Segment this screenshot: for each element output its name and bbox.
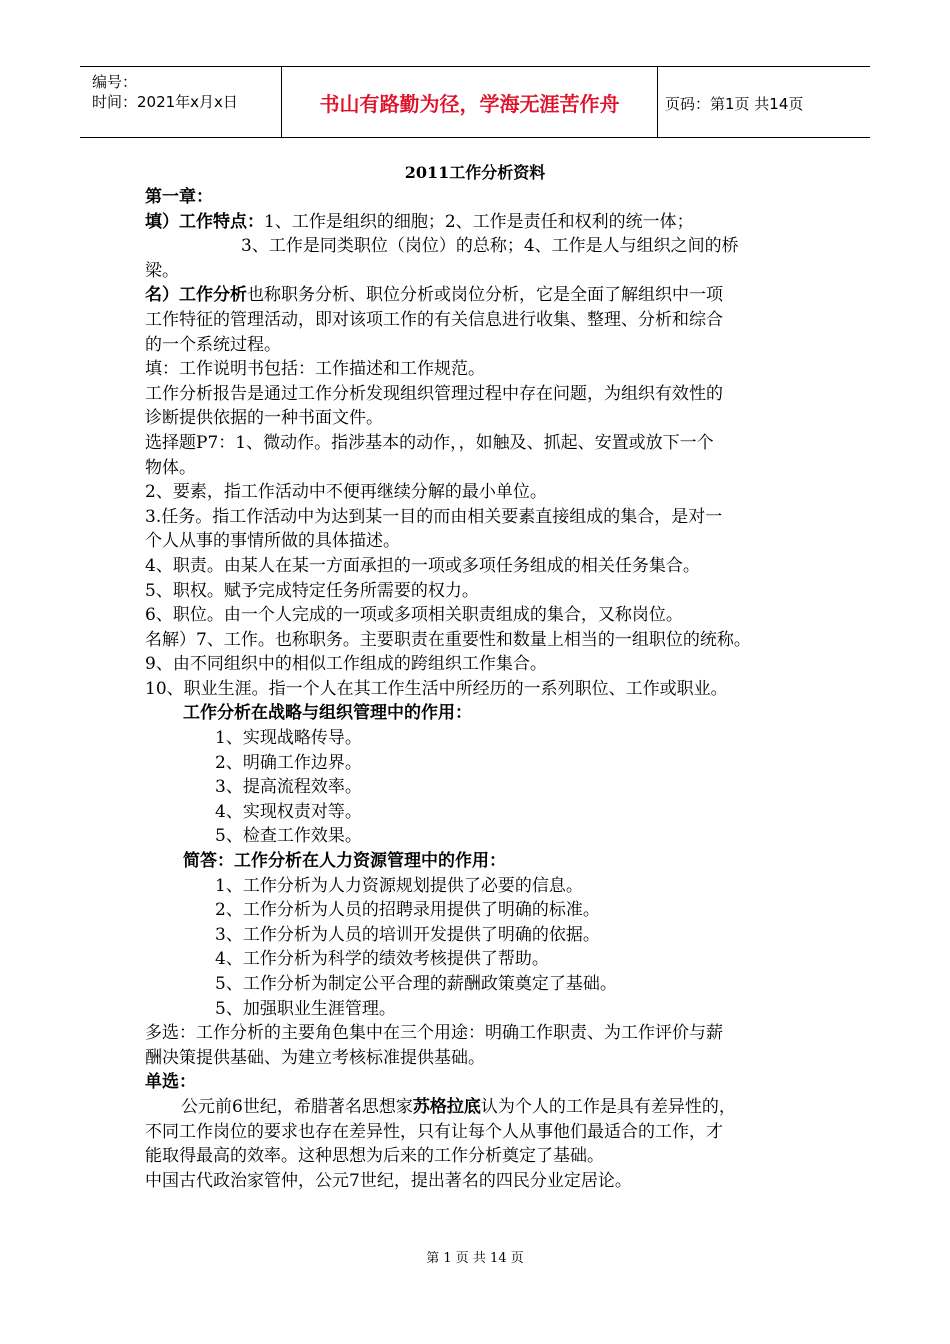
- paragraph-line: 梁。: [145, 260, 179, 281]
- fill-label: 填）工作特点：: [145, 211, 264, 232]
- paragraph-line: 选择题P7：1、微动作。指涉基本的动作，，如触及、抓起、安置或放下一个: [145, 432, 714, 453]
- emphasis-name: 苏格拉底: [412, 1096, 481, 1117]
- list-item: 5、加强职业生涯管理。: [215, 998, 396, 1019]
- paragraph-line: 9、由不同组织中的相似工作组成的跨组织工作集合。: [145, 654, 547, 675]
- header-page-info: 页码：第1页 共14页: [665, 95, 804, 113]
- document-title: 2011工作分析资料: [404, 163, 546, 182]
- header-motto: 书山有路勤为径，学海无涯苦作舟: [319, 91, 620, 116]
- paragraph-line: 的一个系统过程。: [145, 334, 281, 355]
- list-item: 2、明确工作边界。: [215, 752, 362, 773]
- list-item: 1、工作分析为人力资源规划提供了必要的信息。: [215, 875, 583, 896]
- paragraph-line: 工作特征的管理活动，即对该项工作的有关信息进行收集、整理、分析和综合: [145, 309, 723, 330]
- list-item: 4、实现权责对等。: [215, 801, 362, 822]
- paragraph-line: 工作分析报告是通过工作分析发现组织管理过程中存在问题，为组织有效性的: [145, 383, 723, 404]
- paragraph-line: 物体。: [145, 457, 196, 478]
- paragraph-line: 4、职责。由某人在某一方面承担的一项或多项任务组成的相关任务集合。: [145, 555, 700, 576]
- paragraph-line: 中国古代政治家管仲，公元7世纪，提出著名的四民分业定居论。: [145, 1170, 632, 1191]
- list-item: 1、实现战略传导。: [215, 728, 362, 749]
- paragraph-line: 2、要素，指工作活动中不便再继续分解的最小单位。: [145, 482, 547, 503]
- section-heading: 工作分析在战略与组织管理中的作用：: [183, 703, 472, 724]
- paragraph-line: 多选：工作分析的主要角色集中在三个用途：明确工作职责、为工作评价与薪: [145, 1023, 723, 1044]
- text-run: 也称职务分析、职位分析或岗位分析，它是全面了解组织中一项: [247, 285, 723, 306]
- paragraph-line: 诊断提供依据的一种书面文件。: [145, 408, 383, 429]
- list-item: 3、提高流程效率。: [215, 777, 362, 798]
- text-run: 1、工作是组织的细胞；2、工作是责任和权利的统一体；: [264, 211, 694, 232]
- list-item: 2、工作分析为人员的招聘录用提供了明确的标准。: [215, 900, 600, 921]
- list-item: 3、工作分析为人员的培训开发提供了明确的依据。: [215, 924, 600, 945]
- paragraph-line: 5、职权。赋予完成特定任务所需要的权力。: [145, 580, 479, 601]
- paragraph-line: 不同工作岗位的要求也存在差异性，只有让每个人从事他们最适合的工作，才: [145, 1121, 723, 1142]
- section-heading: 简答：工作分析在人力资源管理中的作用：: [183, 851, 506, 872]
- header-meta: [80, 67, 280, 137]
- list-item: 5、工作分析为制定公平合理的薪酬政策奠定了基础。: [215, 974, 617, 994]
- text-run: 认为个人的工作是具有差异性的，: [480, 1096, 736, 1117]
- list-item: 5、检查工作效果。: [215, 826, 362, 847]
- paragraph-line: [145, 210, 825, 235]
- chapter-heading: 第一章：: [145, 187, 213, 207]
- term-label: 名）工作分析: [145, 285, 247, 306]
- page-footer: 第 1 页 共 14 页: [426, 1251, 524, 1266]
- paragraph-line: [145, 1095, 825, 1120]
- section-heading: 单选：: [145, 1072, 196, 1093]
- text-run: 公元前6世纪，希腊著名思想家: [181, 1096, 413, 1117]
- paragraph-line: [145, 283, 825, 308]
- document-header: [80, 66, 870, 138]
- paragraph-line: 个人从事的事情所做的具体描述。: [145, 531, 400, 552]
- paragraph-line: 6、职位。由一个人完成的一项或多项相关职责组成的集合，又称岗位。: [145, 605, 683, 626]
- paragraph-line: 3、工作是同类职位（岗位）的总称；4、工作是人与组织之间的桥: [241, 236, 739, 257]
- paragraph-line: 3.任务。指工作活动中为达到某一目的而由相关要素直接组成的集合，是对一: [145, 506, 723, 527]
- code-label: 编号：: [92, 73, 138, 91]
- header-divider: [657, 67, 658, 137]
- date-label: 时间：2021年x月x日: [92, 93, 238, 111]
- paragraph-line: 10、职业生涯。指一个人在其工作生活中所经历的一系列职位、工作或职业。: [145, 678, 728, 699]
- paragraph-line: 酬决策提供基础、为建立考核标准提供基础。: [145, 1047, 485, 1068]
- paragraph-line: 名解）7、工作。也称职务。主要职责在重要性和数量上相当的一组职位的统称。: [145, 629, 751, 650]
- paragraph-line: 填：工作说明书包括：工作描述和工作规范。: [145, 359, 485, 380]
- paragraph-line: 能取得最高的效率。这种思想为后来的工作分析奠定了基础。: [145, 1146, 604, 1167]
- document-body: [145, 185, 825, 1193]
- list-item: 4、工作分析为科学的绩效考核提供了帮助。: [215, 949, 549, 970]
